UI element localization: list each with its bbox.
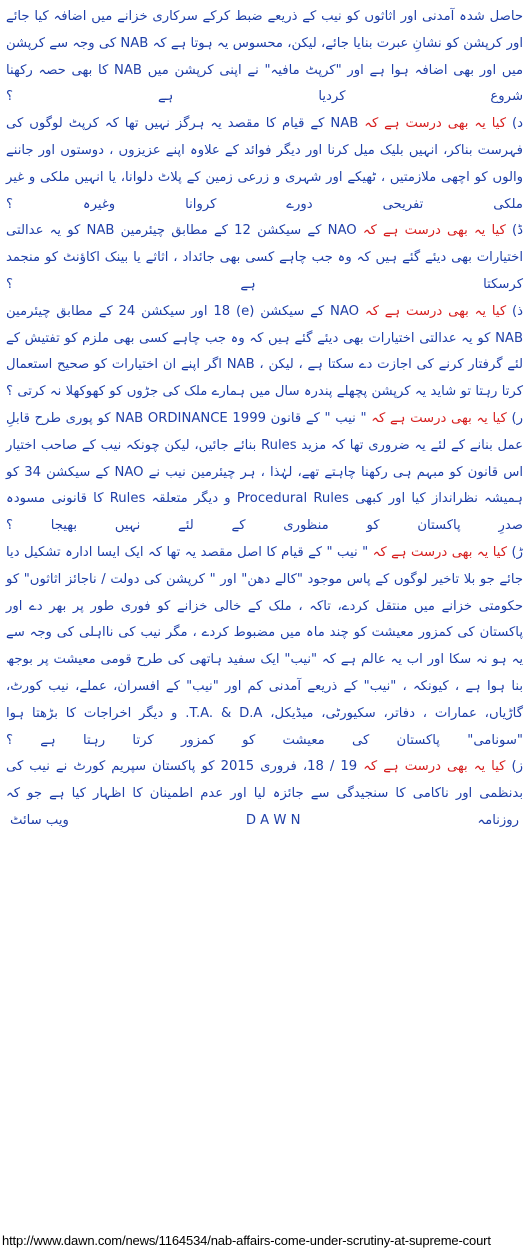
question-lead: کیا یہ بھی درست ہے کہ	[372, 544, 508, 560]
paragraph-ray	[6, 406, 523, 540]
question-lead: کیا یہ بھی درست ہے کہ	[364, 116, 507, 132]
paragraph-text: " نیب " کے قانون NAB ORDINANCE 1999 کو پوری طرح قابلِ عمل بنانے کے لئے یہ ضروری تھا کہ مزید Rules بنائے جائیں، لیکن چونکہ نیب کے صاحب اختیار اس قانون کو مبہم ہی رکھنا چاہتے تھے، لہٰذا ، ہر چیئرمین نیب نے NAO کے سیکشن 34 کو ہمیشہ نظرانداز کیا اور کبھی Procedural Rules و دیگر متعلقہ Rules کا قانونی مسودہ صدرِ پاکستان کو منظوری کے لئے نہیں بھیجا ؟	[6, 410, 524, 534]
paragraph-zay	[6, 754, 523, 808]
paragraph-rray	[6, 540, 523, 754]
question-lead: کیا یہ بھی درست ہے کہ	[364, 303, 507, 319]
paragraph-text: 19 / 18، فروری 2015 کو پاکستان سپریم کورٹ نے نیب کی بدنظمی اور ناکامی کا سنجیدگی سے جائزہ لیا اور عدم اطمینان کا اظہار کیا ہے جو کہ	[6, 759, 523, 802]
paragraph-text: NAO کے سیکشن (e) 18 اور سیکشن 24 کے مطابق چیئرمین NAB کو یہ عدالتی اختیارات بھی دیئے گئے ہیں کہ وہ جب چاہے کسی بھی ملزم کو تفتیش کے لئے گرفتار کرنے کی اجازت دے سکتا ہے ، لیکن ، NAB اگر اپنے ان اختیارات کو صحیح استعمال کرتا رہتا تو شاید یہ کرپشن پچھلے پندرہ سال میں ہمارے ملک کی جڑوں کو کھوکھلا نہ کرتی ؟	[6, 303, 524, 400]
paragraph-marker: ز)	[511, 759, 523, 775]
question-lead: کیا یہ بھی درست ہے کہ	[371, 410, 507, 426]
newspaper-name: D A W N	[245, 812, 301, 828]
paragraph-marker: ذ)	[512, 303, 524, 319]
paragraph-dal	[6, 111, 523, 218]
paragraph-text: حاصل شدہ آمدنی اور اثاثوں کو نیب کے ذریعے ضبط کرکے سرکاری خزانے میں اضافہ کیا جائے اور کرپشن کو نشانِ عبرت بنایا جائے، لیکن، محسوس یہ ہوتا ہے کہ NAB کی وجہ سے کرپشن میں اور بھی اضافہ ہوا ہے اور "کرپٹ مافیہ" نے اپنی کرپشن میں NAB کا بھی حصہ رکھنا شروع کردیا ہے ؟	[6, 9, 524, 105]
paragraph-text: " نیب " کے قیام کا اصل مقصد یہ تھا کہ ایک ایسا ادارہ تشکیل دیا جائے جو بلا تاخیر لوگوں کے پاس موجود "کالے دھن" اور " کرپشن کی دولت / ناجائز اثاثوں" کو حکومتی خزانے میں منتقل کردے، تاکہ ، ملک کے خالی خزانے کو فوری طور پر بھر دے اور پاکستان کی کمزور معیشت کو چند ماہ میں مضبوط کردے ، مگر نیب کی نااہلی کی وجہ سے یہ ہو نہ سکا اور اب یہ عالم ہے کہ "نیب" ایک سفید ہاتھی کی طرح قومی معیشت پر بوجھ بنا ہوا ہے ، کیونکہ ، "نیب" کے ذریعے آمدنی کم اور "نیب" کے افسران، عملے، نیب کورٹ، گاڑیاں، عمارات ، دفاتر، سکیورٹی، میڈیکل، T.A. & D.A. و دیگر اخراجات کا بڑھتا ہوا "سونامی" پاکستان کی معیشت کو کمزور کرتا رہتا ہے ؟	[6, 544, 523, 748]
paragraph-intro-continuation	[6, 4, 523, 111]
paragraph-marker: ر)	[511, 410, 524, 426]
question-lead: کیا یہ بھی درست ہے کہ	[363, 759, 506, 775]
paragraph-ddal	[6, 218, 523, 298]
question-lead: کیا یہ بھی درست ہے کہ	[362, 223, 506, 239]
paragraph-marker: د)	[511, 116, 524, 132]
paragraph-marker: ڈ)	[511, 223, 524, 239]
paragraph-zal	[6, 299, 523, 406]
website-label: ویب سائٹ	[10, 812, 69, 828]
source-url-link[interactable]: http://www.dawn.com/news/1164534/nab-affairs-come-under-scrutiny-at-supreme-court	[2, 1233, 491, 1248]
newspaper-label: روزنامہ	[477, 812, 519, 828]
paragraph-marker: ڑ)	[511, 544, 523, 560]
source-line	[6, 808, 523, 835]
paragraph-text: NAB کے قیام کا مقصد یہ ہرگز نہیں تھا کہ کرپٹ لوگوں کی فہرست بناکر، انہیں بلیک میل کرنا اور دیگر فوائد کے علاوہ اپنے عزیزوں ، دوستوں اور جاننے والوں کو اچھی ملازمتیں ، ٹھیکے اور شہری و زرعی زمین کے پلاٹ دلوانا، یا انہیں ملکی و غیر ملکی تفریحی دورے کروانا وغیرہ ؟	[6, 116, 523, 212]
document-body	[6, 4, 523, 808]
paragraph-text: NAO کے سیکشن 12 کے مطابق چیئرمین NAB کو یہ عدالتی اختیارات بھی دیئے گئے ہیں کہ وہ جب چاہے کسی بھی جائداد ، اثاثے یا بینک اکاؤنٹ کو منجمد کرسکتا ہے ؟	[6, 223, 523, 292]
